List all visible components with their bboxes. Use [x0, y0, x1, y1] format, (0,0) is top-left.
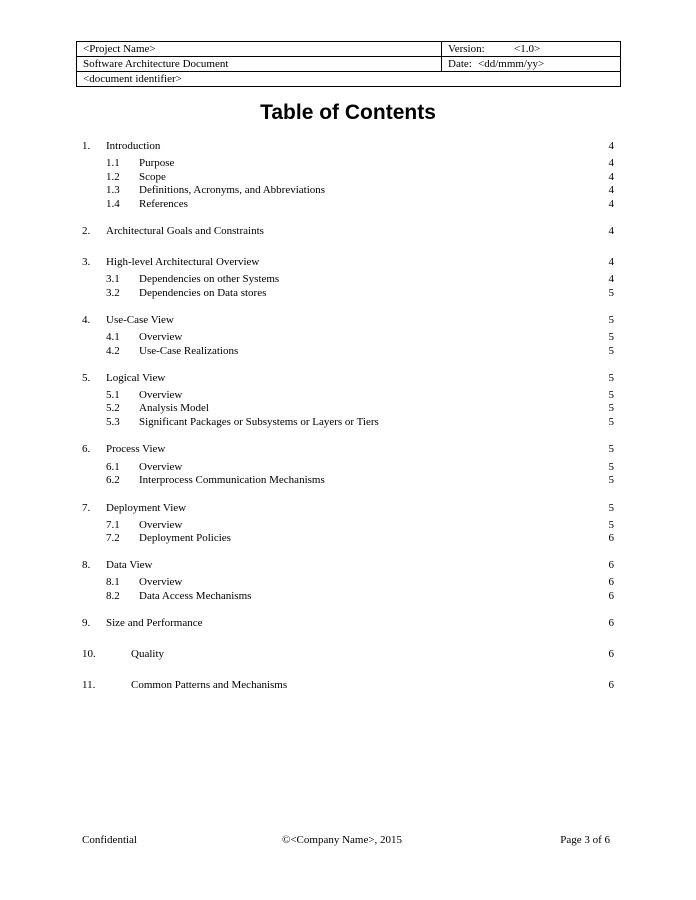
toc-entry-label: Interprocess Communication Mechanisms — [139, 474, 325, 486]
toc-entry-page: 5 — [608, 389, 614, 401]
version-value: <1.0> — [514, 43, 541, 55]
toc-entry-page: 6 — [608, 617, 614, 629]
toc-section-entry[interactable] — [82, 224, 614, 238]
toc-entry-label: Data Access Mechanisms — [139, 590, 252, 602]
toc-section-entry[interactable] — [82, 371, 614, 385]
toc-entry-number: 7.1 — [106, 519, 120, 531]
toc-entry-label: Quality — [131, 648, 164, 660]
toc-subsection-entry[interactable] — [106, 197, 614, 211]
date-label: Date: — [448, 58, 472, 70]
toc-entry-label: Introduction — [106, 140, 161, 152]
toc-entry-page: 5 — [608, 372, 614, 384]
toc-subsection-entry[interactable] — [106, 518, 614, 532]
toc-entry-label: Significant Packages or Subsystems or Layers or Tiers — [139, 416, 379, 428]
footer-confidential: Confidential — [82, 834, 137, 846]
toc-entry-page: 4 — [608, 256, 614, 268]
toc-subsection-entry[interactable] — [106, 575, 614, 589]
toc-entry-page: 5 — [608, 314, 614, 326]
toc-entry-label: Overview — [139, 389, 183, 401]
toc-entry-number: 1.4 — [106, 198, 120, 210]
toc-entry-number: 5.3 — [106, 416, 120, 428]
toc-entry-number: 4.1 — [106, 331, 120, 343]
toc-entry-label: Process View — [106, 443, 166, 455]
toc-section-entry[interactable] — [82, 139, 614, 153]
toc-entry-number: 5.2 — [106, 402, 120, 414]
toc-section-entry[interactable] — [82, 442, 614, 456]
toc-entry-number: 7.2 — [106, 532, 120, 544]
toc-subsection-entry[interactable] — [106, 531, 614, 545]
toc-subsection-entry[interactable] — [106, 589, 614, 603]
toc-entry-page: 5 — [608, 474, 614, 486]
toc-entry-label: Analysis Model — [139, 402, 209, 414]
toc-entry-page: 4 — [608, 140, 614, 152]
footer-page-number: Page 3 of 6 — [560, 834, 610, 846]
toc-entry-number: 5.1 — [106, 389, 120, 401]
toc-entry-page: 4 — [608, 184, 614, 196]
toc-entry-label: Deployment View — [106, 502, 187, 514]
toc-subsection-entry[interactable] — [106, 401, 614, 415]
toc-entry-label: Overview — [139, 576, 183, 588]
toc-entry-number: 4. — [82, 314, 91, 326]
toc-subsection-entry[interactable] — [106, 170, 614, 184]
toc-entry-number: 3.1 — [106, 273, 120, 285]
toc-entry-label: References — [139, 198, 188, 210]
toc-entry-number: 2. — [82, 225, 91, 237]
toc-entry-label: Purpose — [139, 157, 175, 169]
toc-entry-number: 1.3 — [106, 184, 120, 196]
toc-section-entry[interactable] — [82, 678, 614, 692]
toc-entry-number: 3.2 — [106, 287, 120, 299]
toc-entry-label: Definitions, Acronyms, and Abbreviations — [139, 184, 326, 196]
document-identifier: <document identifier> — [83, 73, 182, 85]
toc-entry-page: 5 — [608, 502, 614, 514]
toc-entry-page: 6 — [608, 590, 614, 602]
toc-subsection-entry[interactable] — [106, 330, 614, 344]
toc-subsection-entry[interactable] — [106, 272, 614, 286]
toc-entry-number: 1.1 — [106, 157, 120, 169]
toc-entry-page: 6 — [608, 576, 614, 588]
document-title: Software Architecture Document — [83, 58, 229, 70]
toc-entry-page: 4 — [608, 273, 614, 285]
toc-entry-label: Dependencies on Data stores — [139, 287, 267, 299]
toc-entry-page: 6 — [608, 648, 614, 660]
toc-entry-number: 5. — [82, 372, 91, 384]
toc-entry-page: 6 — [608, 559, 614, 571]
toc-entry-label: Overview — [139, 331, 183, 343]
version-label: Version: — [448, 43, 485, 55]
toc-entry-label: Data View — [106, 559, 153, 571]
toc-entry-page: 5 — [608, 331, 614, 343]
toc-entry-label: Use-Case Realizations — [139, 345, 239, 357]
toc-subsection-entry[interactable] — [106, 286, 614, 300]
toc-entry-number: 3. — [82, 256, 91, 268]
toc-entry-number: 7. — [82, 502, 91, 514]
toc-entry-page: 4 — [608, 157, 614, 169]
toc-entry-page: 5 — [608, 519, 614, 531]
toc-section-entry[interactable] — [82, 647, 614, 661]
toc-subsection-entry[interactable] — [106, 183, 614, 197]
toc-entry-number: 9. — [82, 617, 91, 629]
toc-subsection-entry[interactable] — [106, 473, 614, 487]
toc-entry-page: 5 — [608, 416, 614, 428]
toc-entry-page: 5 — [608, 345, 614, 357]
toc-entry-number: 8.1 — [106, 576, 120, 588]
toc-entry-number: 8. — [82, 559, 91, 571]
toc-entry-label: Scope — [139, 171, 166, 183]
toc-entry-number: 6.2 — [106, 474, 120, 486]
toc-section-entry[interactable] — [82, 501, 614, 515]
toc-entry-number: 1.2 — [106, 171, 120, 183]
toc-entry-page: 5 — [608, 443, 614, 455]
toc-entry-number: 10. — [82, 648, 96, 660]
toc-entry-number: 4.2 — [106, 345, 120, 357]
toc-entry-page: 6 — [608, 532, 614, 544]
toc-entry-label: Size and Performance — [106, 617, 203, 629]
toc-section-entry[interactable] — [82, 616, 614, 630]
toc-entry-number: 11. — [82, 679, 96, 691]
toc-entry-label: Dependencies on other Systems — [139, 273, 280, 285]
toc-entry-page: 4 — [608, 225, 614, 237]
toc-entry-number: 6.1 — [106, 461, 120, 473]
toc-entry-page: 5 — [608, 461, 614, 473]
toc-entry-label: Overview — [139, 519, 183, 531]
toc-subsection-entry[interactable] — [106, 415, 614, 429]
toc-entry-page: 5 — [608, 402, 614, 414]
toc-entry-page: 4 — [608, 171, 614, 183]
toc-entry-number: 8.2 — [106, 590, 120, 602]
toc-title: Table of Contents — [260, 101, 436, 124]
project-name: <Project Name> — [83, 43, 156, 55]
toc-entry-label: Deployment Policies — [139, 532, 231, 544]
toc-entry-label: Logical View — [106, 372, 166, 384]
toc-entry-page: 4 — [608, 198, 614, 210]
toc-entry-label: Architectural Goals and Constraints — [106, 225, 264, 237]
toc-entry-label: Use-Case View — [106, 314, 174, 326]
date-value: <dd/mmm/yy> — [478, 58, 545, 70]
toc-entry-page: 5 — [608, 287, 614, 299]
toc-entry-page: 6 — [608, 679, 614, 691]
toc-subsection-entry[interactable] — [106, 156, 614, 170]
toc-section-entry[interactable] — [82, 255, 614, 269]
toc-section-entry[interactable] — [82, 558, 614, 572]
toc-entry-number: 1. — [82, 140, 91, 152]
toc-entry-label: Common Patterns and Mechanisms — [131, 679, 288, 691]
toc-entry-number: 6. — [82, 443, 91, 455]
toc-section-entry[interactable] — [82, 313, 614, 327]
toc-subsection-entry[interactable] — [106, 460, 614, 474]
toc-entry-label: Overview — [139, 461, 183, 473]
toc-subsection-entry[interactable] — [106, 388, 614, 402]
toc-subsection-entry[interactable] — [106, 344, 614, 358]
footer-copyright: ©<Company Name>, 2015 — [282, 834, 403, 846]
toc-entry-label: High-level Architectural Overview — [106, 256, 260, 268]
